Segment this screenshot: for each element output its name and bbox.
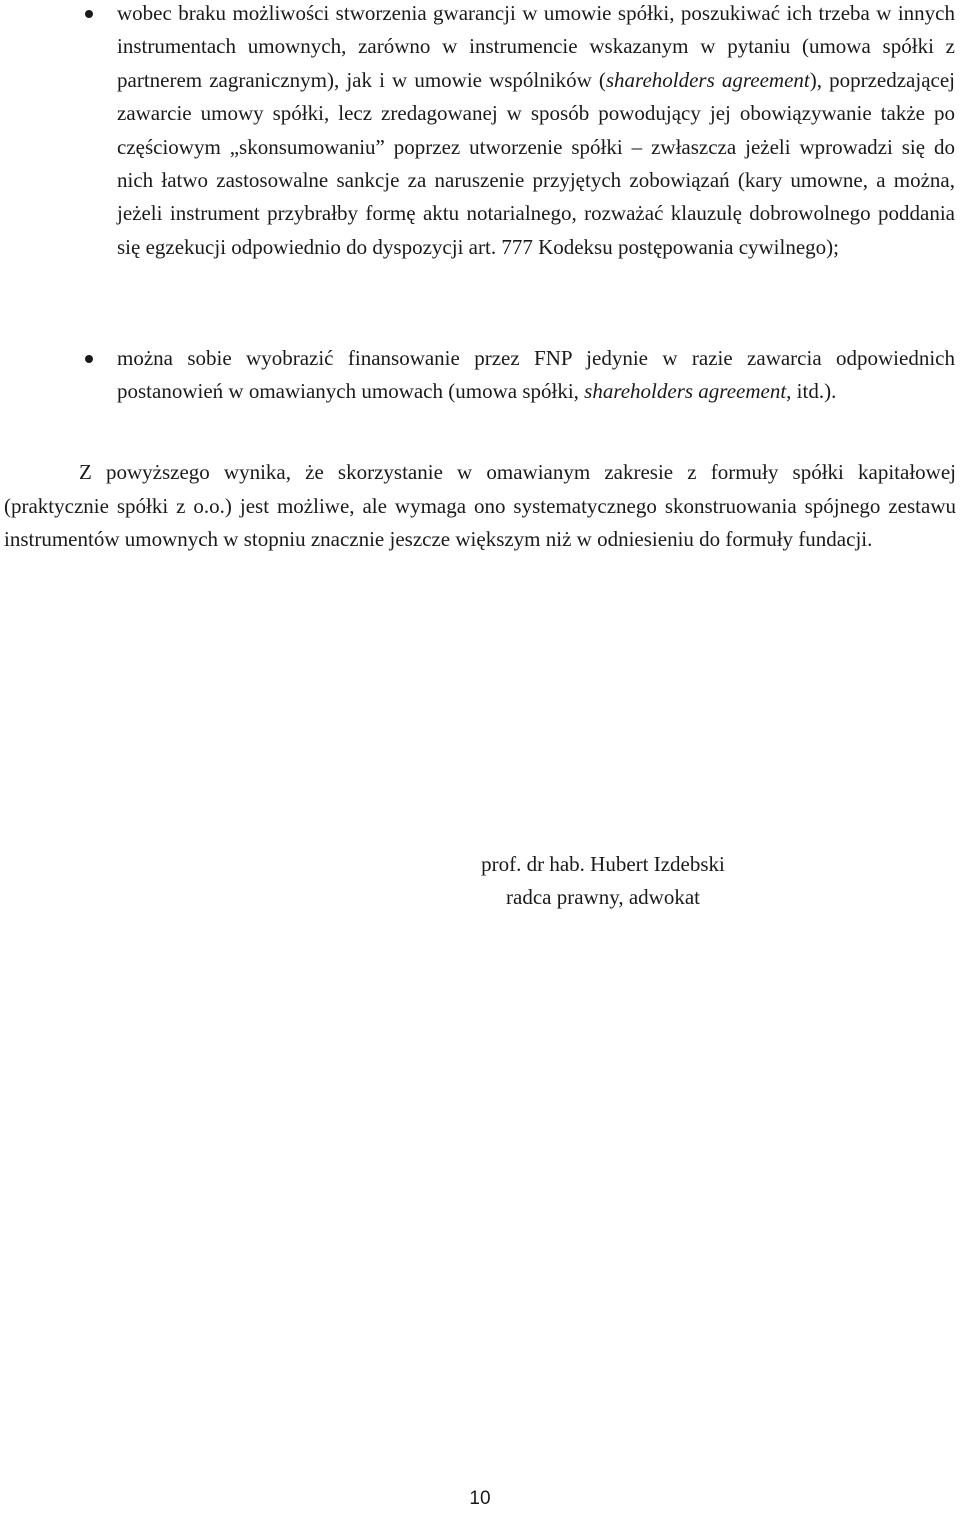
- bullet-dot-icon: [85, 10, 93, 18]
- bullet-text-italic: shareholders agreement,: [584, 379, 792, 404]
- bullet-text-after: itd.).: [791, 379, 837, 404]
- signature-title: radca prawny, adwokat: [506, 885, 700, 909]
- conclusion-paragraph: Z powyższego wynika, że skorzystanie w omawianym zakresie z formuły spółki kapitałowej (praktycznie spółki z o.o.) jest możliwe, ale wymaga ono systematycznego skonstruowania spójnego zestawu instrumentów umownych w stopniu znacznie jeszcze większym niż w odniesieniu do formuły fundacji.: [4, 460, 956, 552]
- bullet-item-financing: [117, 342, 955, 409]
- bullet-text-italic: shareholders agreement: [605, 67, 810, 92]
- signature-block: [0, 848, 960, 914]
- bullet-dot-icon: [85, 355, 93, 363]
- page-number: 10: [469, 1488, 491, 1509]
- bullet-text-before: można sobie wyobrazić finansowanie przez FNP jedynie w razie zawarcia odpowiednich postanowień w omawianych umowach (umowa spółki,: [117, 346, 955, 404]
- bullet-item-guarantees: [117, 0, 955, 264]
- bullet-text-after: ), poprzedzającej zawarcie umowy spółki, lecz zredagowanej w sposób powodujący jej obowiązywanie także po częściowym „skonsumowaniu” poprzez utworzenie spółki – zwłaszcza jeżeli wprowadzi się do nich łatwo zastosowalne sankcje za naruszenie przyjętych zobowiązań (kary umowne, a można, jeżeli instrument przybrałby formę aktu notarialnego, rozważać klauzulę dobrowolnego poddania się egzekucji odpowiednio do dyspozycji art. 777 Kodeksu postępowania cywilnego);: [117, 67, 955, 259]
- bullet-text-before: wobec braku możliwości stworzenia gwarancji w umowie spółki, poszukiwać ich trzeba w innych instrumentach umownych, zarówno w instrumencie wskazanym w pytaniu (umowa spółki z partnerem zagranicznym), jak i w umowie wspólników (: [117, 1, 955, 92]
- signature-name: prof. dr hab. Hubert Izdebski: [481, 852, 725, 876]
